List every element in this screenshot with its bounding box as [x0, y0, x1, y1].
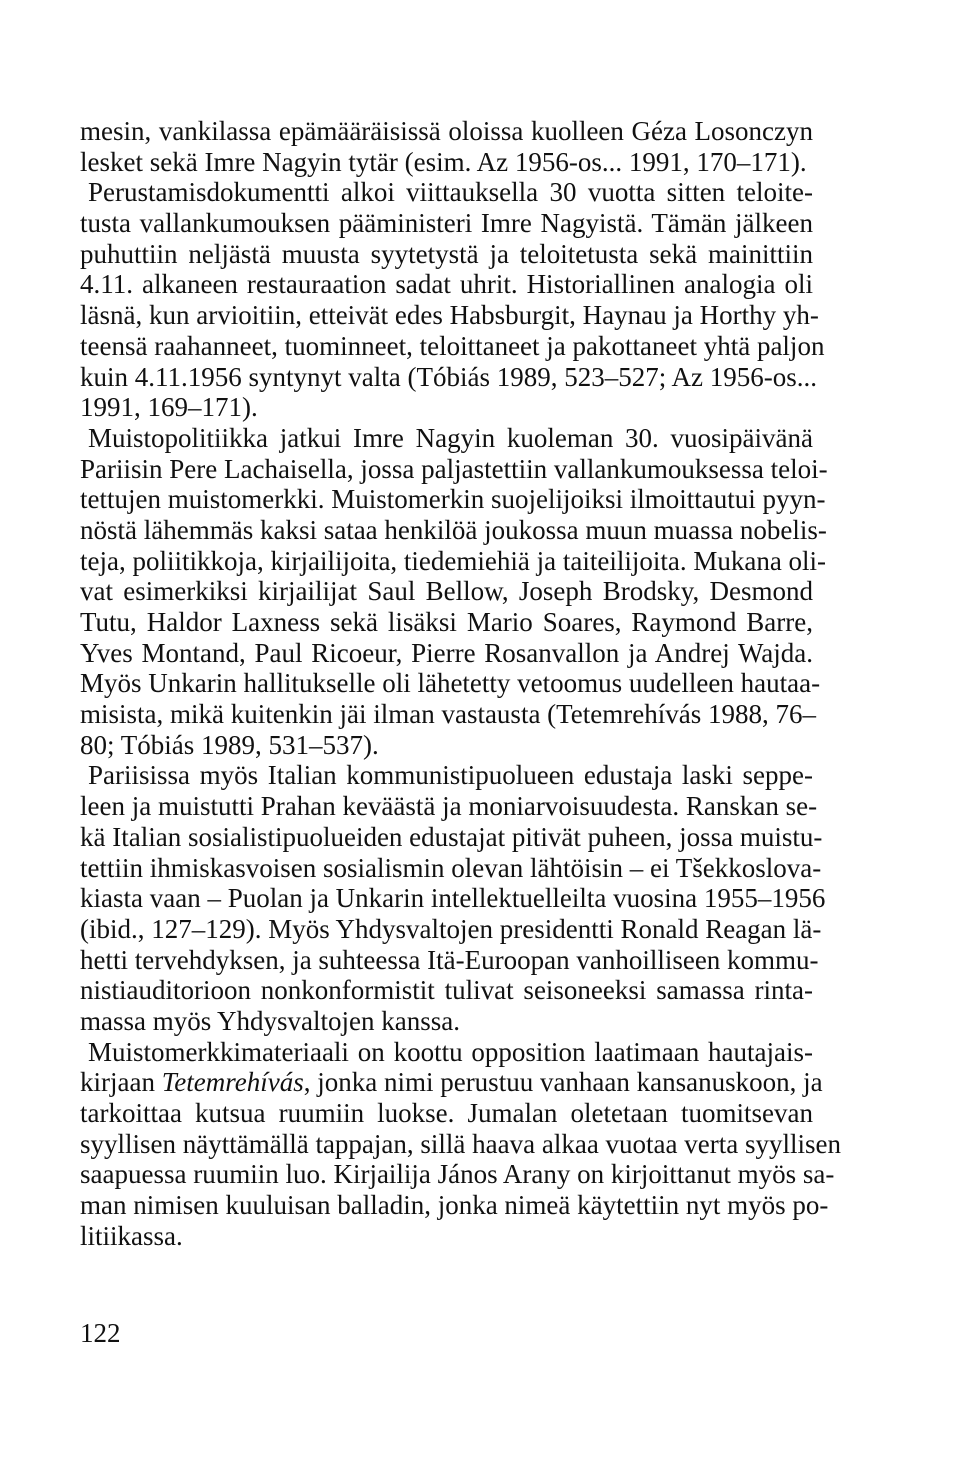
text-line: Yves Montand, Paul Ricoeur, Pierre Rosanvallon ja Andrej Wajda.: [80, 637, 813, 668]
text-line: lesket sekä Imre Nagyin tytär (esim. Az 1956-os... 1991, 170–171).: [80, 146, 807, 177]
text-line: man nimisen kuuluisan balladin, jonka nimeä käytettiin nyt myös po-: [80, 1190, 829, 1221]
text-line: misista, mikä kuitenkin jäi ilman vastausta (Tetemrehívás 1988, 76–: [80, 699, 816, 730]
text-line: litiikassa.: [80, 1220, 183, 1251]
text-line: nöstä lähemmäs kaksi sataa henkilöä joukossa muun muassa nobelis-: [80, 514, 827, 545]
text-line: mesin, vankilassa epämääräisissä oloissa kuolleen Géza Losonczyn: [80, 116, 813, 146]
text-line: teensä raahanneet, tuominneet, teloittaneet ja pakottaneet yhtä paljon: [80, 330, 825, 361]
text-line: teja, poliitikkoja, kirjailijoita, tiedemiehiä ja taiteilijoita. Mukana oli-: [80, 545, 827, 576]
text-line: hetti tervehdyksen, ja suhteessa Itä-Euroopan vanhoilliseen kommu-: [80, 944, 819, 975]
paragraph-3: [80, 422, 828, 761]
text-line: syyllisen näyttämällä tappajan, sillä haava alkaa vuotaa verta syyllisen: [80, 1128, 841, 1159]
text-line: tusta vallankumouksen pääministeri Imre Nagyistä. Tämän jälkeen: [80, 208, 813, 239]
text-line: Myös Unkarin hallitukselle oli lähetetty vetoomus uudelleen hautaa-: [80, 668, 821, 699]
text-line: kuin 4.11.1956 syntynyt valta (Tóbiás 1989, 523–527; Az 1956-os...: [80, 361, 817, 392]
text-line: läsnä, kun arvioitiin, etteivät edes Habsburgit, Haynau ja Horthy yh-: [80, 300, 819, 331]
text-line: puhuttiin neljästä muusta syytetystä ja teloitetusta sekä mainittiin: [80, 238, 813, 269]
page-number: 122: [80, 1318, 121, 1348]
text-line: tettujen muistomerkki. Muistomerkin suojelijoiksi ilmoittautui pyyn-: [80, 484, 826, 515]
text-line: tarkoittaa kutsua ruumiin luokse. Jumalan oletetaan tuomitsevan: [80, 1098, 813, 1128]
text-line: Muistomerkkimateriaali on koottu opposition laatimaan hautajais-: [88, 1036, 813, 1067]
text-line: kiasta vaan – Puolan ja Unkarin intellektuelleilta vuosina 1955–1956: [80, 883, 826, 914]
text-column: [80, 116, 841, 1251]
text-fragment: kirjaan: [80, 1067, 162, 1098]
paragraph-5: [80, 1036, 841, 1252]
text-line: Pariisin Pere Lachaisella, jossa paljastettiin vallankumouksessa teloi-: [80, 453, 828, 484]
text-line: Muistopolitiikka jatkui Imre Nagyin kuoleman 30. vuosipäivänä: [88, 422, 813, 453]
text-line: 4.11. alkaneen restauraation sadat uhrit. Historiallinen analogia oli: [80, 269, 813, 300]
text-line: (ibid., 127–129). Myös Yhdysvaltojen presidentti Ronald Reagan lä-: [80, 913, 822, 944]
text-line: 1991, 169–171).: [80, 392, 258, 423]
text-line: tettiin ihmiskasvoisen sosialismin olevan lähtöisin – ei Tšekkoslova-: [80, 852, 822, 883]
text-line: leen ja muistutti Prahan keväästä ja moniarvoisuudesta. Ranskan se-: [80, 791, 818, 822]
text-line: 80; Tóbiás 1989, 531–537).: [80, 729, 379, 760]
paragraph-2: [80, 177, 825, 423]
text-line-with-title: [80, 1067, 823, 1098]
text-line: Pariisissa myös Italian kommunistipuolueen edustaja laski seppe-: [88, 760, 813, 791]
text-line: Tutu, Haldor Laxness sekä lisäksi Mario Soares, Raymond Barre,: [80, 607, 813, 637]
text-line: nistiauditorioon nonkonformistit tulivat seisoneeksi samassa rinta-: [80, 975, 813, 1006]
text-line: vat esimerkiksi kirjailijat Saul Bellow, Joseph Brodsky, Desmond: [80, 576, 813, 607]
text-line: saapuessa ruumiin luo. Kirjailija János Arany on kirjoittanut myös sa-: [80, 1159, 835, 1190]
text-line: massa myös Yhdysvaltojen kanssa.: [80, 1005, 460, 1036]
book-title: Tetemrehívás: [161, 1067, 304, 1098]
text-line: Perustamisdokumentti alkoi viittauksella 30 vuotta sitten teloite-: [88, 177, 813, 208]
paragraph-1: [80, 116, 813, 177]
text-line: kä Italian sosialistipuolueiden edustajat pitivät puheen, jossa muistu-: [80, 821, 823, 852]
paragraph-4: [80, 760, 826, 1036]
text-fragment: , jonka nimi perustuu vanhaan kansanuskoon, ja: [303, 1067, 823, 1098]
